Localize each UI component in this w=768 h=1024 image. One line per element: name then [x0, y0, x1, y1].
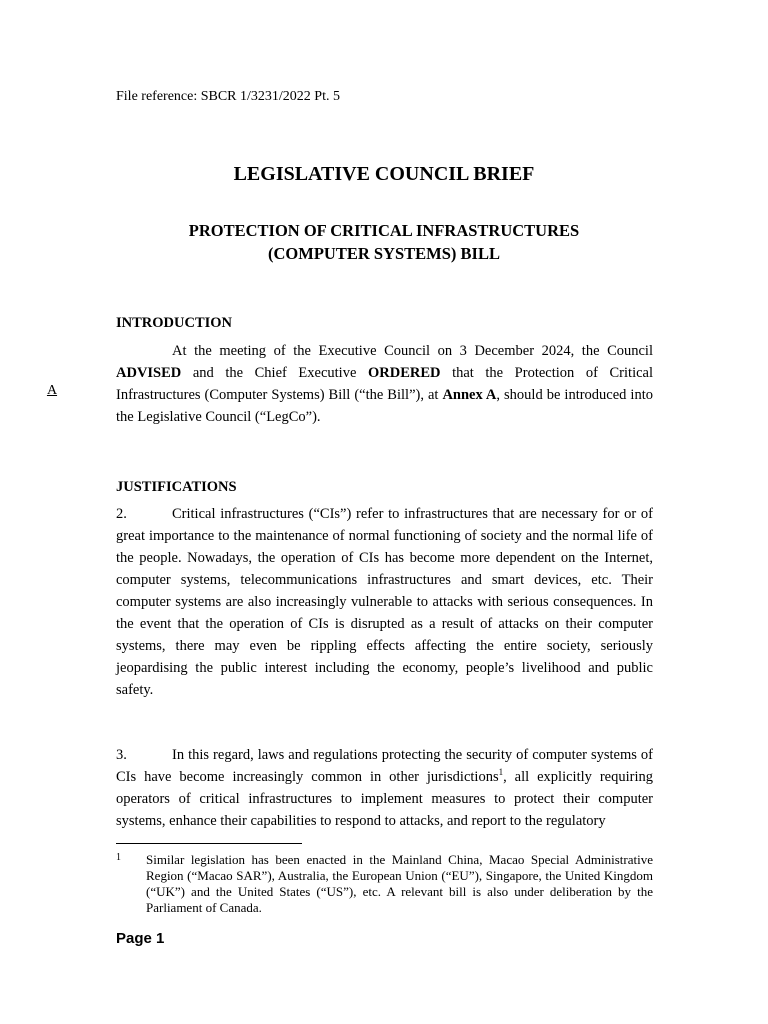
footnote-number: 1 — [116, 852, 121, 863]
paragraph-3 — [116, 744, 653, 832]
intro-text-a: At the meeting of the Executive Council on 3 December 2024, the Council — [172, 343, 653, 359]
document-subtitle — [0, 219, 768, 265]
paragraph-2-text: Critical infrastructures (“CIs”) refer to infrastructures that are necessary for or of great importance to the maintenance of normal functioning of society and the normal life of the people. Nowadays, the operation of CIs has become more dependent on the Internet, computer systems, telecommunications infrastructures and smart devices, etc. Their computer systems are also increasingly vulnerable to attacks with serious consequences. In the event that the operation of CIs is disrupted as a result of attacks on their computer systems, there may even be rippling effects affecting the entire society, seriously jeopardising the public interest including the economy, people’s livelihood and public safety. — [116, 506, 653, 698]
paragraph-2-number: 2. — [116, 506, 127, 522]
paragraph-3-text-a: In this regard, laws and regulations protecting the security of computer systems of CIs have become increasingly common in other jurisdictions — [116, 747, 653, 785]
document-title: LEGISLATIVE COUNCIL BRIEF — [233, 163, 535, 185]
paragraph-2 — [116, 503, 653, 701]
annex-a-reference: Annex A — [442, 387, 497, 403]
file-reference: File reference: SBCR 1/3231/2022 Pt. 5 — [116, 89, 340, 104]
intro-text-c: that the Protection of Critical Infrastructures (Computer Systems) Bill (“the Bill”), at — [116, 365, 653, 403]
introduction-paragraph — [116, 340, 653, 428]
footnote-divider — [116, 843, 302, 844]
annex-margin-marker: A — [46, 383, 58, 398]
intro-text-b: and the Chief Executive — [181, 365, 368, 381]
intro-text-d: , should be introduced into the Legislative Council (“LegCo”). — [116, 387, 653, 425]
footnote-reference[interactable]: 1 — [498, 767, 504, 778]
justifications-heading: JUSTIFICATIONS — [116, 479, 237, 495]
advised-keyword: ADVISED — [116, 365, 182, 381]
subtitle-line-1: PROTECTION OF CRITICAL INFRASTRUCTURES — [188, 221, 580, 240]
page-number: Page 1 — [116, 930, 165, 947]
paragraph-3-text-b: , all explicitly requiring operators of critical infrastructures to implement measures to protect their computer systems, enhance their capabilities to respond to attacks, and report to the regulatory — [116, 769, 653, 829]
introduction-heading: INTRODUCTION — [116, 315, 233, 331]
footnote-text: Similar legislation has been enacted in the Mainland China, Macao Special Administrative Region (“Macao SAR”), Australia, the European Union (“EU”), Singapore, the United Kingdom (“UK”) and the United States (“US”), etc. A relevant bill is also under deliberation by the Parliament of Canada. — [146, 852, 653, 915]
ordered-keyword: ORDERED — [367, 365, 441, 381]
subtitle-line-2: (COMPUTER SYSTEMS) BILL — [268, 244, 500, 263]
paragraph-3-number: 3. — [116, 747, 127, 763]
